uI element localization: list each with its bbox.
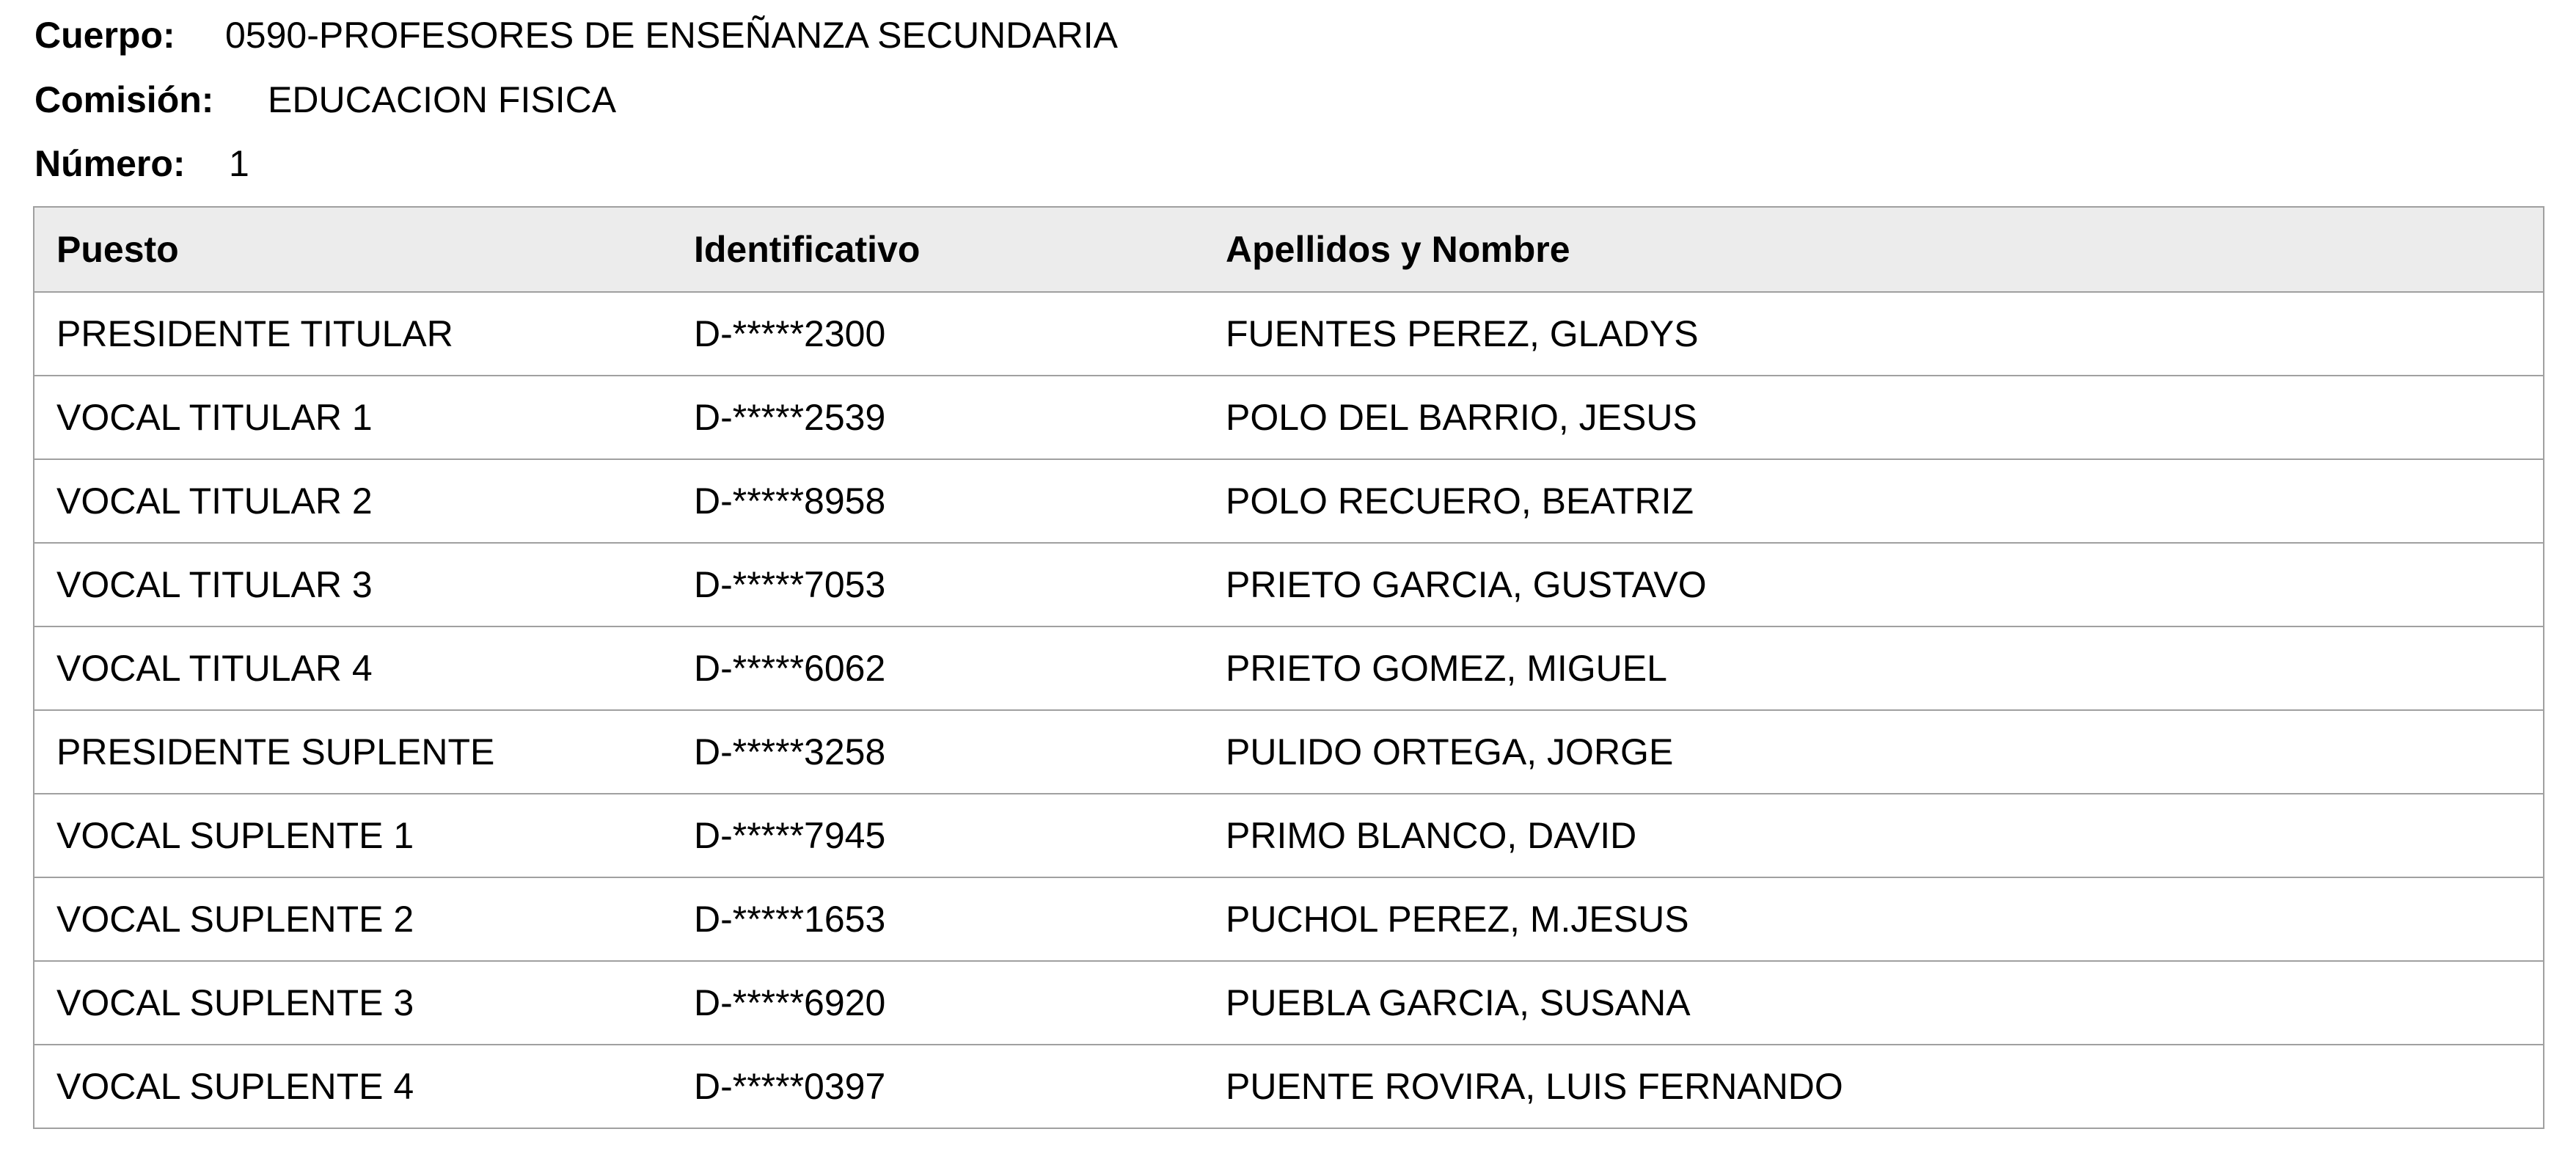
table-row (34, 710, 2544, 794)
numero-label: Número: (34, 143, 186, 184)
table-row (34, 626, 2544, 710)
column-header-puesto: Puesto (34, 207, 672, 292)
cell-apellidos-nombre: PUEBLA GARCIA, SUSANA (1204, 961, 2544, 1045)
cell-puesto: VOCAL TITULAR 4 (34, 626, 672, 710)
cell-apellidos-nombre: PRIMO BLANCO, DAVID (1204, 794, 2544, 877)
cell-puesto: VOCAL SUPLENTE 4 (34, 1045, 672, 1128)
cell-identificativo: D-*****2300 (672, 292, 1204, 376)
table-row (34, 961, 2544, 1045)
table-row (34, 459, 2544, 543)
table-row (34, 1045, 2544, 1128)
cell-puesto: PRESIDENTE TITULAR (34, 292, 672, 376)
cell-apellidos-nombre: FUENTES PEREZ, GLADYS (1204, 292, 2544, 376)
table-row (34, 543, 2544, 626)
cell-apellidos-nombre: POLO RECUERO, BEATRIZ (1204, 459, 2544, 543)
table-row (34, 877, 2544, 961)
cell-identificativo: D-*****7945 (672, 794, 1204, 877)
table-row (34, 292, 2544, 376)
cell-puesto: VOCAL TITULAR 3 (34, 543, 672, 626)
cuerpo-row (34, 13, 1118, 57)
numero-value: 1 (229, 143, 249, 184)
tribunal-table (33, 206, 2544, 1129)
cell-puesto: VOCAL SUPLENTE 3 (34, 961, 672, 1045)
table-header-row (34, 207, 2544, 292)
comision-row (34, 78, 616, 122)
numero-row (34, 142, 249, 186)
cell-identificativo: D-*****6920 (672, 961, 1204, 1045)
cell-apellidos-nombre: PRIETO GOMEZ, MIGUEL (1204, 626, 2544, 710)
column-header-identificativo: Identificativo (672, 207, 1204, 292)
table-body (34, 292, 2544, 1128)
cell-identificativo: D-*****8958 (672, 459, 1204, 543)
comision-value: EDUCACION FISICA (268, 79, 617, 120)
cell-identificativo: D-*****7053 (672, 543, 1204, 626)
cell-apellidos-nombre: POLO DEL BARRIO, JESUS (1204, 376, 2544, 459)
cell-apellidos-nombre: PRIETO GARCIA, GUSTAVO (1204, 543, 2544, 626)
cell-apellidos-nombre: PUENTE ROVIRA, LUIS FERNANDO (1204, 1045, 2544, 1128)
cuerpo-label: Cuerpo: (34, 15, 175, 56)
cell-puesto: VOCAL TITULAR 1 (34, 376, 672, 459)
cell-identificativo: D-*****6062 (672, 626, 1204, 710)
table-row (34, 794, 2544, 877)
table-header (34, 207, 2544, 292)
cell-identificativo: D-*****0397 (672, 1045, 1204, 1128)
cuerpo-value: 0590-PROFESORES DE ENSEÑANZA SECUNDARIA (225, 15, 1118, 56)
cell-identificativo: D-*****2539 (672, 376, 1204, 459)
cell-identificativo: D-*****3258 (672, 710, 1204, 794)
cell-identificativo: D-*****1653 (672, 877, 1204, 961)
comision-label: Comisión: (34, 79, 214, 120)
cell-puesto: VOCAL SUPLENTE 2 (34, 877, 672, 961)
cell-puesto: VOCAL TITULAR 2 (34, 459, 672, 543)
cell-puesto: PRESIDENTE SUPLENTE (34, 710, 672, 794)
cell-apellidos-nombre: PUCHOL PEREZ, M.JESUS (1204, 877, 2544, 961)
cell-apellidos-nombre: PULIDO ORTEGA, JORGE (1204, 710, 2544, 794)
table-row (34, 376, 2544, 459)
column-header-apellidos-nombre: Apellidos y Nombre (1204, 207, 2544, 292)
cell-puesto: VOCAL SUPLENTE 1 (34, 794, 672, 877)
